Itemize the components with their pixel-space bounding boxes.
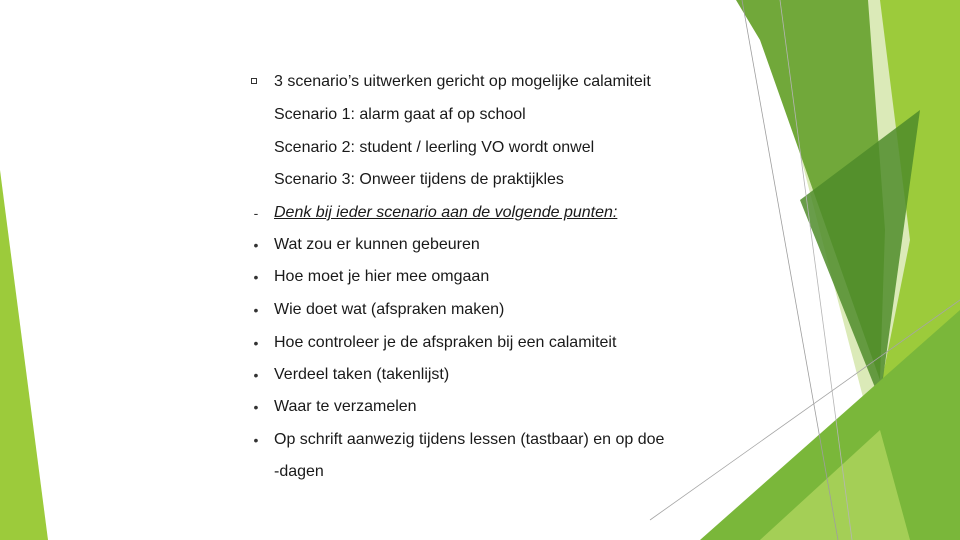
bullet-dot-icon: • [253, 335, 259, 351]
point-item: Wat zou er kunnen gebeuren [274, 236, 480, 253]
bullet-dot-icon: • [253, 432, 259, 448]
point-item: Op schrift aanwezig tijdens lessen (tastbaar) en op doe [274, 431, 665, 448]
point-continuation: -dagen [274, 463, 324, 480]
bullet-dot-icon: • [253, 269, 259, 285]
intro-heading: 3 scenario’s uitwerken gericht op mogelijke calamiteit [274, 73, 651, 90]
points-heading: Denk bij ieder scenario aan de volgende punten: [274, 204, 618, 221]
point-item: Waar te verzamelen [274, 398, 417, 415]
bullet-dot-icon: • [253, 367, 259, 383]
point-item: Hoe controleer je de afspraken bij een calamiteit [274, 334, 617, 351]
left-green-triangle [0, 170, 48, 540]
point-item: Verdeel taken (takenlijst) [274, 366, 450, 383]
scenario-2: Scenario 2: student / leerling VO wordt onwel [274, 139, 595, 156]
point-item: Wie doet wat (afspraken maken) [274, 301, 505, 318]
scenario-3: Scenario 3: Onweer tijdens de praktijkles [274, 171, 564, 188]
bullet-dot-icon: • [253, 237, 259, 253]
point-item: Hoe moet je hier mee omgaan [274, 268, 490, 285]
scenario-1: Scenario 1: alarm gaat af op school [274, 106, 526, 123]
bullet-dot-icon: • [253, 302, 259, 318]
dash-marker: - [253, 205, 259, 221]
bullet-dot-icon: • [253, 399, 259, 415]
square-bullet-icon [251, 78, 257, 84]
